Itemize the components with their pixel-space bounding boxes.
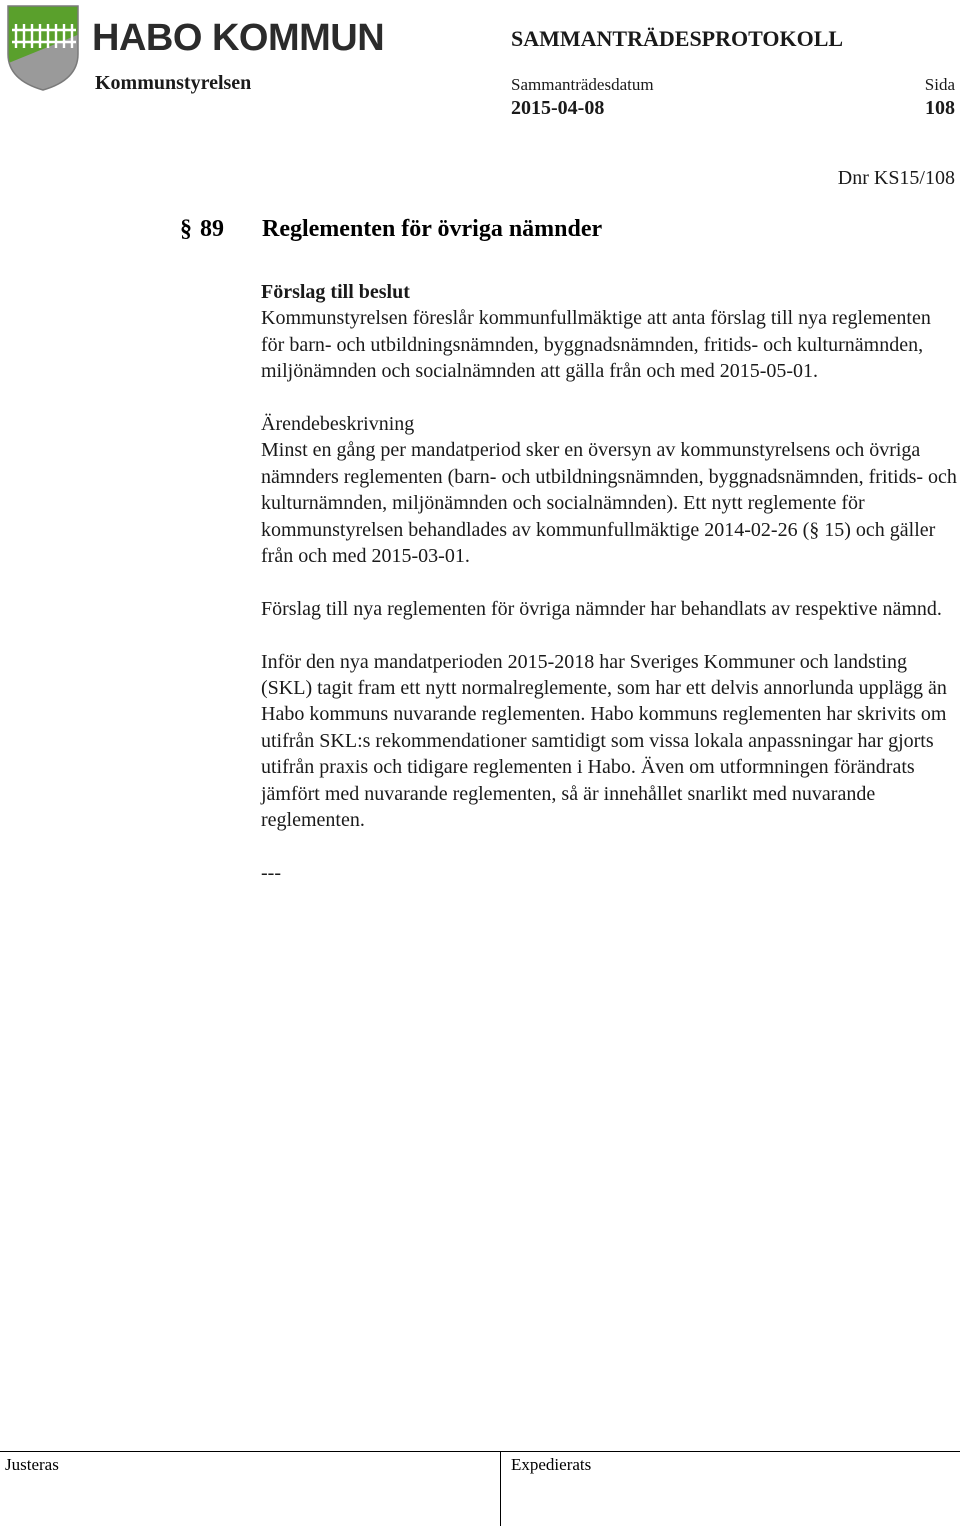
- separator: ---: [261, 861, 281, 884]
- description-paragraph-2: Förslag till nya reglementen för övriga nämnder har behandlats av respektive nämnd.: [261, 597, 942, 620]
- registration-number: Dnr KS15/108: [837, 167, 955, 189]
- expedierats-label: Expedierats: [511, 1455, 592, 1474]
- spacer: [261, 569, 957, 595]
- logo-wordmark: HABO KOMMUN: [92, 17, 385, 59]
- section-title: Reglementen för övriga nämnder: [262, 216, 603, 242]
- footer-rule: [0, 1451, 960, 1452]
- description-paragraph-3: Inför den nya mandatperioden 2015-2018 har Sveriges Kommuner och landsting (SKL) tagit fram ett nytt normalreglemente, som har ett delvis annorlunda upplägg än Habo kommuns nuvarande reglementen. Habo kommuns reglementen har skrivits om utifrån SKL:s rekommendationer samtidigt som vissa lokala anpassningar har gjorts utifrån praxis och tidigare reglementen i Habo. Även om utformningen förändrats jämfört med nuvarande reglementen, så är innehållet snarlikt med nuvarande reglementen.: [261, 650, 947, 832]
- section-sign: §: [180, 216, 192, 242]
- meeting-date-value: 2015-04-08: [511, 97, 605, 119]
- meeting-date-label: Sammanträdesdatum: [511, 75, 654, 94]
- habo-kommun-shield-logo-icon: [6, 4, 80, 92]
- page-number: 108: [925, 97, 955, 119]
- spacer: [261, 385, 957, 411]
- proposal-heading: Förslag till beslut: [261, 281, 410, 303]
- justeras-label: Justeras: [5, 1455, 59, 1474]
- spacer: [261, 622, 957, 648]
- proposal-text: Kommunstyrelsen föreslår kommunfullmäktige att anta förslag till nya reglementen för barn- och utbildningsnämnden, byggnadsnämnden, fritids- och kulturnämnden, miljönämnden och socialnämnden att gälla från och med 2015-05-01.: [261, 307, 931, 383]
- section-number: 89: [200, 216, 224, 242]
- description-heading: Ärendebeskrivning: [261, 413, 415, 436]
- document-body: [261, 279, 957, 886]
- document-type: SAMMANTRÄDESPROTOKOLL: [511, 26, 844, 51]
- spacer: [261, 833, 957, 859]
- page-label: Sida: [924, 75, 955, 94]
- footer-divider: [500, 1451, 501, 1526]
- organization-name: Kommunstyrelsen: [95, 72, 252, 94]
- description-paragraph-1: Minst en gång per mandatperiod sker en översyn av kommunstyrelsens och övriga nämnders reglementen (barn- och utbildningsnämnden, byggnadsnämnden, fritids- och kulturnämnden, miljönämnden och socialnämnden). Ett nytt reglemente för kommunstyrelsen behandlades av kommunfullmäktige 2014-02-26 (§ 15) och gäller från och med 2015-03-01.: [261, 439, 957, 568]
